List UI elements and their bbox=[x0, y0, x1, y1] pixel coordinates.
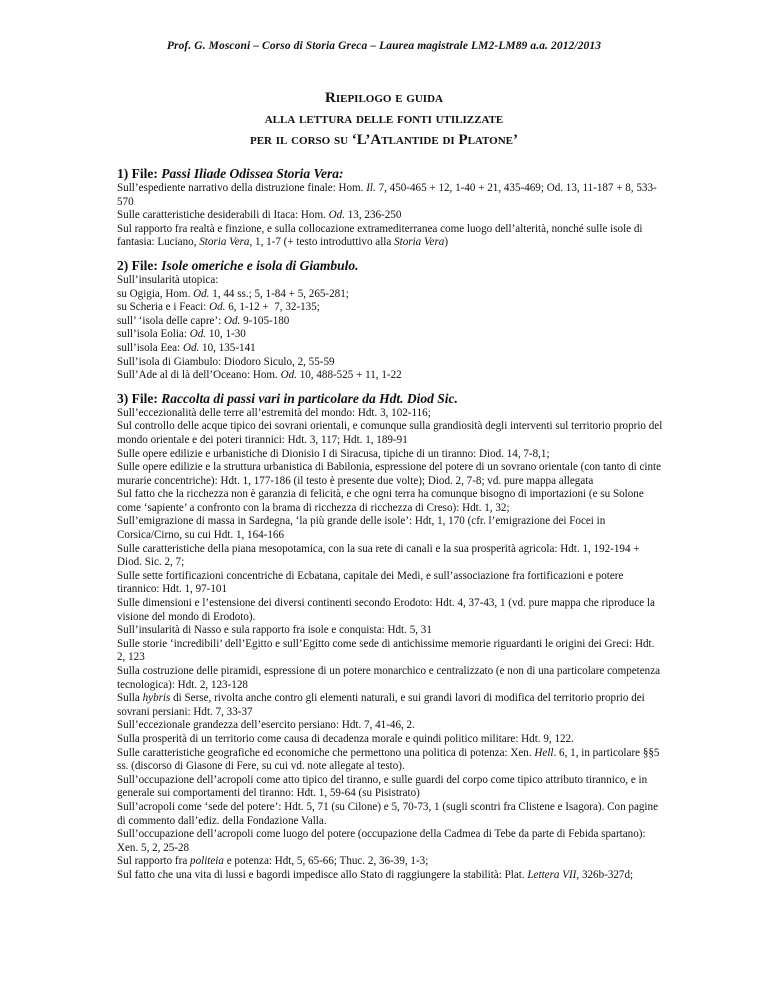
source-entry: Sull’eccezionale grandezza dell’esercito persiano: Hdt. 7, 41-46, 2. bbox=[117, 719, 415, 732]
source-entry: Sulla hybris di Serse, rivolta anche contro gli elementi naturali, e sui grandi lavori di modifica del territorio proprio dei sovrani persiani: Hdt. 7, 33-37 bbox=[117, 692, 645, 718]
source-entry: Sulle sette fortificazioni concentriche di Ecbatana, capitale dei Medi, e sull’associazione fra fortificazioni e potere tirannico: Hdt. 1, 97-101 bbox=[117, 569, 624, 596]
source-entry: su Ogigia, Hom. Od. 1, 44 ss.; 5, 1-84 + 5, 265-281; bbox=[117, 287, 349, 300]
section-3 bbox=[117, 390, 665, 883]
source-entry: Sulle dimensioni e l’estensione dei diversi continenti secondo Erodoto: Hdt. 4, 37-43, 1 (vd. pure mappa che riproduce la visione del mondo di Erodoto). bbox=[117, 597, 655, 623]
source-entry: Sulle opere edilizie e urbanistiche di Dionisio I di Siracusa, tipiche di un tiranno: Diod. 14, 7-8,1; bbox=[117, 447, 550, 460]
section-number: 2) File: bbox=[117, 257, 158, 273]
source-entry: Sull’insularità di Nasso e sula rapporto fra isole e conquista: Hdt. 5, 31 bbox=[117, 624, 432, 637]
source-entry: Sull’eccezionalità delle terre all’estremità del mondo: Hdt. 3, 102-116; bbox=[117, 406, 431, 419]
source-entry: Sul controllo delle acque tipico dei sovrani orientali, e comunque sulla grandiosità degli interventi sul territorio proprio del mondo orientale e dei poteri tirannici: Hdt. 3, 117; Hdt. 1, 189-91 bbox=[117, 420, 663, 446]
source-entry: sull’isola Eolia: Od. 10, 1-30 bbox=[117, 328, 246, 341]
source-entry: Sulla prosperità di un territorio come causa di decadenza morale e quindi politico militare: Hdt. 9, 122. bbox=[117, 732, 574, 745]
document-title bbox=[0, 88, 768, 151]
document-body bbox=[117, 165, 665, 890]
section-1 bbox=[117, 165, 665, 250]
source-entry: Sull’occupazione dell’acropoli come luogo del potere (occupazione della Cadmea di Tebe da parte di Febida spartano): Xen. 5, 2, 25-28 bbox=[117, 828, 646, 854]
section-file-name: Isole omeriche e isola di Giambulo. bbox=[161, 257, 359, 273]
title-line-2: alla lettura delle fonti utilizzate bbox=[264, 111, 504, 127]
source-entry: Sul fatto che la ricchezza non è garanzia di felicità, e che ogni terra ha comunque bisogno di importazioni (e su Solone come ‘sapiente’ a confronto con la brama di ricchezza di ricchezza di Creso): Hdt. 1, 32; bbox=[117, 488, 644, 514]
section-file-name: Passi Iliade Odissea Storia Vera: bbox=[161, 166, 344, 181]
title-line-1: Riepilogo e guida bbox=[325, 90, 443, 106]
source-entry: Sulle caratteristiche desiderabili di Itaca: Hom. Od. 13, 236-250 bbox=[117, 209, 402, 222]
source-entry: Sull’occupazione dell’acropoli come atto tipico del tiranno, e sulle guardi del corpo come tipico attributo tirannico, e in generale sui comportamenti del tiranno: Hdt. 1, 59-64 (su Pisistrato) bbox=[117, 773, 648, 800]
source-entry: Sul fatto che una vita di lussi e bagordi impedisce allo Stato di raggiungere la stabilità: Plat. Lettera VII, 326b-327d; bbox=[117, 868, 634, 881]
source-entry: Sull’insularità utopica: bbox=[117, 273, 219, 286]
source-entry: Sull’emigrazione di massa in Sardegna, ‘la più grande delle isole’: Hdt, 1, 170 (cfr. l’emigrazione dei Focei in Corsica/Cirno, su cui Hdt. 1, 164-166 bbox=[117, 515, 606, 542]
section-number: 1) File: bbox=[117, 166, 158, 181]
section-heading bbox=[117, 390, 665, 407]
page-header: Prof. G. Mosconi – Corso di Storia Greca – Laurea magistrale LM2-LM89 a.a. 2012/2013 bbox=[166, 40, 602, 52]
source-entry: Sull’Ade al di là dell’Oceano: Hom. Od. 10, 488-525 + 11, 1-22 bbox=[117, 369, 402, 382]
section-file-name: Raccolta di passi vari in particolare da Hdt. Diod Sic. bbox=[161, 390, 458, 406]
source-entry: Sulle opere edilizie e la struttura urbanistica di Babilonia, espressione del potere di un sovrano orientale (con tanto di cinte murarie concentriche): Hdt. 1, 177-186 (il testo è presente due volte); Diod. 2, 7-8; vd. pure mappa allegata bbox=[117, 461, 662, 487]
source-entry: Sull’acropoli come ‘sede del potere’: Hdt. 5, 71 (su Cilone) e 5, 70-73, 1 (sugli scontri fra Clistene e Isagora). Con pagine di commento dall’ediz. della Fondazione Valla. bbox=[117, 800, 658, 827]
source-entry: sull’isola Eea: Od. 10, 135-141 bbox=[117, 341, 256, 354]
source-entry: su Scheria e i Feaci: Od. 6, 1-12 + 7, 32-135; bbox=[117, 301, 320, 314]
source-entry: Sulle caratteristiche geografiche ed economiche che permettono una politica di potenza: Xen. Hell. 6, 1, in particolare §§5 ss. (discorso di Giasone di Fere, su cui vd. note allegate al testo). bbox=[117, 746, 660, 773]
source-entry: Sul rapporto fra realtà e finzione, e sulla collocazione extramediterranea come luogo dell’alterità, nonché sulle isole di fantasia: Luciano, Storia Vera, 1, 1-7 (+ testo introduttivo alla Storia Vera) bbox=[117, 222, 643, 249]
section-2 bbox=[117, 257, 665, 383]
source-entry: Sulle caratteristiche della piana mesopotamica, con la sua rete di canali e la sua prosperità agricola: Hdt. 1, 192-194 + Diod. Sic. 2, 7; bbox=[117, 542, 640, 569]
source-entry: Sull’espediente narrativo della distruzione finale: Hom. Il. 7, 450-465 + 12, 1-40 + 21, 435-469; Od. 13, 11-187 + 8, 533-570 bbox=[117, 182, 657, 208]
section-number: 3) File: bbox=[117, 390, 158, 406]
source-entry: Sulle storie ‘incredibili’ dell’Egitto e sull’Egitto come sede di antichissime memorie riguardanti le origini dei Greci: Hdt. 2, 123 bbox=[117, 637, 655, 664]
title-line-3: per il corso su ‘L’Atlantide di Platone’ bbox=[249, 132, 519, 148]
source-entry: Sulla costruzione delle piramidi, espressione di un potere monarchico e centralizzato (e non di una particolare competenza tecnologica): Hdt. 2, 123-128 bbox=[117, 665, 661, 691]
section-heading bbox=[117, 257, 665, 274]
source-entry: Sul rapporto fra politeia e potenza: Hdt, 5, 65-66; Thuc. 2, 36-39, 1-3; bbox=[117, 855, 429, 868]
source-entry: Sull’isola di Giambulo: Diodoro Siculo, 2, 55-59 bbox=[117, 355, 335, 368]
section-heading bbox=[117, 165, 665, 182]
source-entry: sull’ ‘isola delle capre’: Od. 9-105-180 bbox=[117, 314, 290, 327]
